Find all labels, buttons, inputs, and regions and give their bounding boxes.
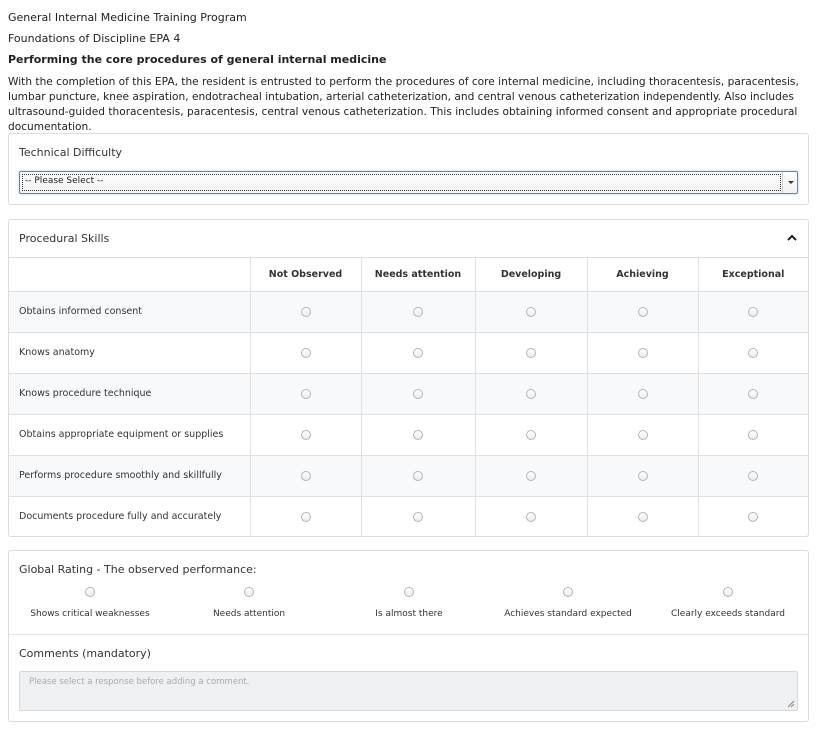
table-row: [9, 373, 808, 414]
divider: [9, 634, 808, 635]
rating-cell: [587, 373, 698, 414]
radio-button[interactable]: [526, 307, 536, 317]
radio-button[interactable]: [301, 307, 311, 317]
resize-handle-icon[interactable]: [786, 699, 795, 708]
global-rating-option[interactable]: [329, 587, 489, 619]
rating-cell: [361, 291, 475, 332]
global-rating-option[interactable]: [488, 587, 648, 619]
global-rating-option-label: Needs attention: [212, 609, 286, 619]
radio-button[interactable]: [413, 430, 423, 440]
radio-button[interactable]: [85, 587, 95, 597]
column-header: Achieving: [587, 258, 698, 291]
chevron-down-icon: [782, 172, 797, 193]
radio-button[interactable]: [301, 348, 311, 358]
column-header: Needs attention: [361, 258, 475, 291]
radio-button[interactable]: [301, 389, 311, 399]
skill-label: Obtains appropriate equipment or supplies: [9, 414, 250, 455]
rating-cell: [475, 332, 587, 373]
rating-cell: [361, 332, 475, 373]
table-corner: [9, 258, 250, 291]
rating-cell: [250, 414, 361, 455]
rating-cell: [698, 414, 808, 455]
technical-difficulty-select[interactable]: [19, 171, 798, 194]
table-row: [9, 414, 808, 455]
rating-cell: [587, 332, 698, 373]
radio-button[interactable]: [638, 430, 648, 440]
global-rating-option[interactable]: [648, 587, 808, 619]
chevron-up-icon[interactable]: [786, 232, 798, 244]
technical-difficulty-label: Technical Difficulty: [19, 146, 123, 159]
procedural-skills-card: [8, 219, 809, 537]
rating-cell: [698, 373, 808, 414]
radio-button[interactable]: [748, 348, 758, 358]
radio-button[interactable]: [723, 587, 733, 597]
rating-cell: [475, 496, 587, 537]
epa-description: With the completion of this EPA, the resident is entrusted to perform the procedures of core internal medicine, including thoracentesis, paracentesis, lumbar puncture, knee aspiration, endotracheal intubation, arterial catheterization, and central venous catheterization independently. Also includes ultrasound-guided thoracentesis, paracentesis, central venous catheterization. This includes obtaining informed consent and appropriate procedural documentation.: [8, 76, 799, 133]
rating-cell: [250, 455, 361, 496]
table-row: [9, 291, 808, 332]
radio-button[interactable]: [301, 471, 311, 481]
rating-cell: [698, 455, 808, 496]
radio-button[interactable]: [526, 430, 536, 440]
global-rating-option[interactable]: [169, 587, 329, 619]
table-row: [9, 332, 808, 373]
skill-label: Knows procedure technique: [9, 373, 250, 414]
radio-button[interactable]: [638, 471, 648, 481]
global-rating-label: Global Rating - The observed performance:: [19, 563, 257, 576]
radio-button[interactable]: [413, 307, 423, 317]
rating-cell: [698, 496, 808, 537]
radio-button[interactable]: [301, 430, 311, 440]
rating-cell: [587, 496, 698, 537]
radio-button[interactable]: [413, 471, 423, 481]
technical-difficulty-selected: -- Please Select --: [25, 176, 104, 186]
radio-button[interactable]: [413, 389, 423, 399]
radio-button[interactable]: [638, 512, 648, 522]
program-name: General Internal Medicine Training Program: [8, 11, 247, 24]
rating-cell: [361, 455, 475, 496]
rating-cell: [698, 332, 808, 373]
skill-label: Performs procedure smoothly and skillfully: [9, 455, 250, 496]
radio-button[interactable]: [563, 587, 573, 597]
radio-button[interactable]: [748, 512, 758, 522]
global-rating-option[interactable]: [10, 587, 170, 619]
comments-placeholder: Please select a response before adding a comment.: [29, 677, 250, 687]
skill-label: Documents procedure fully and accurately: [9, 496, 250, 537]
table-row: [9, 455, 808, 496]
rating-cell: [698, 291, 808, 332]
rating-cell: [587, 414, 698, 455]
procedural-skills-header[interactable]: [9, 220, 808, 258]
radio-button[interactable]: [748, 389, 758, 399]
rating-cell: [475, 455, 587, 496]
radio-button[interactable]: [404, 587, 414, 597]
radio-button[interactable]: [301, 512, 311, 522]
radio-button[interactable]: [748, 471, 758, 481]
radio-button[interactable]: [526, 389, 536, 399]
rating-cell: [361, 496, 475, 537]
rating-cell: [361, 373, 475, 414]
procedural-skills-table: [9, 258, 808, 537]
global-rating-option-label: Clearly exceeds standard: [671, 609, 785, 619]
radio-button[interactable]: [413, 348, 423, 358]
epa-name: Foundations of Discipline EPA 4: [8, 32, 181, 45]
comments-label: Comments (mandatory): [19, 647, 151, 660]
radio-button[interactable]: [638, 389, 648, 399]
radio-button[interactable]: [638, 348, 648, 358]
rating-cell: [361, 414, 475, 455]
rating-cell: [475, 414, 587, 455]
rating-cell: [475, 291, 587, 332]
comments-textarea[interactable]: [19, 671, 798, 711]
rating-cell: [250, 332, 361, 373]
radio-button[interactable]: [526, 348, 536, 358]
radio-button[interactable]: [526, 512, 536, 522]
skill-label: Obtains informed consent: [9, 291, 250, 332]
column-header: Not Observed: [250, 258, 361, 291]
radio-button[interactable]: [526, 471, 536, 481]
global-rating-card: [8, 550, 809, 722]
column-header: Developing: [475, 258, 587, 291]
radio-button[interactable]: [748, 307, 758, 317]
table-row: [9, 496, 808, 537]
global-rating-option-label: Is almost there: [375, 609, 443, 619]
rating-cell: [250, 373, 361, 414]
radio-button[interactable]: [748, 430, 758, 440]
rating-cell: [250, 496, 361, 537]
rating-cell: [587, 291, 698, 332]
global-rating-option-label: Shows critical weaknesses: [30, 609, 150, 619]
skill-label: Knows anatomy: [9, 332, 250, 373]
radio-button[interactable]: [244, 587, 254, 597]
column-header: Exceptional: [698, 258, 808, 291]
epa-title: Performing the core procedures of general internal medicine: [8, 53, 387, 66]
radio-button[interactable]: [413, 512, 423, 522]
technical-difficulty-card: [8, 133, 809, 205]
global-rating-option-label: Achieves standard expected: [504, 609, 632, 619]
rating-cell: [250, 291, 361, 332]
rating-cell: [475, 373, 587, 414]
rating-cell: [587, 455, 698, 496]
procedural-skills-title: Procedural Skills: [19, 232, 110, 245]
radio-button[interactable]: [638, 307, 648, 317]
